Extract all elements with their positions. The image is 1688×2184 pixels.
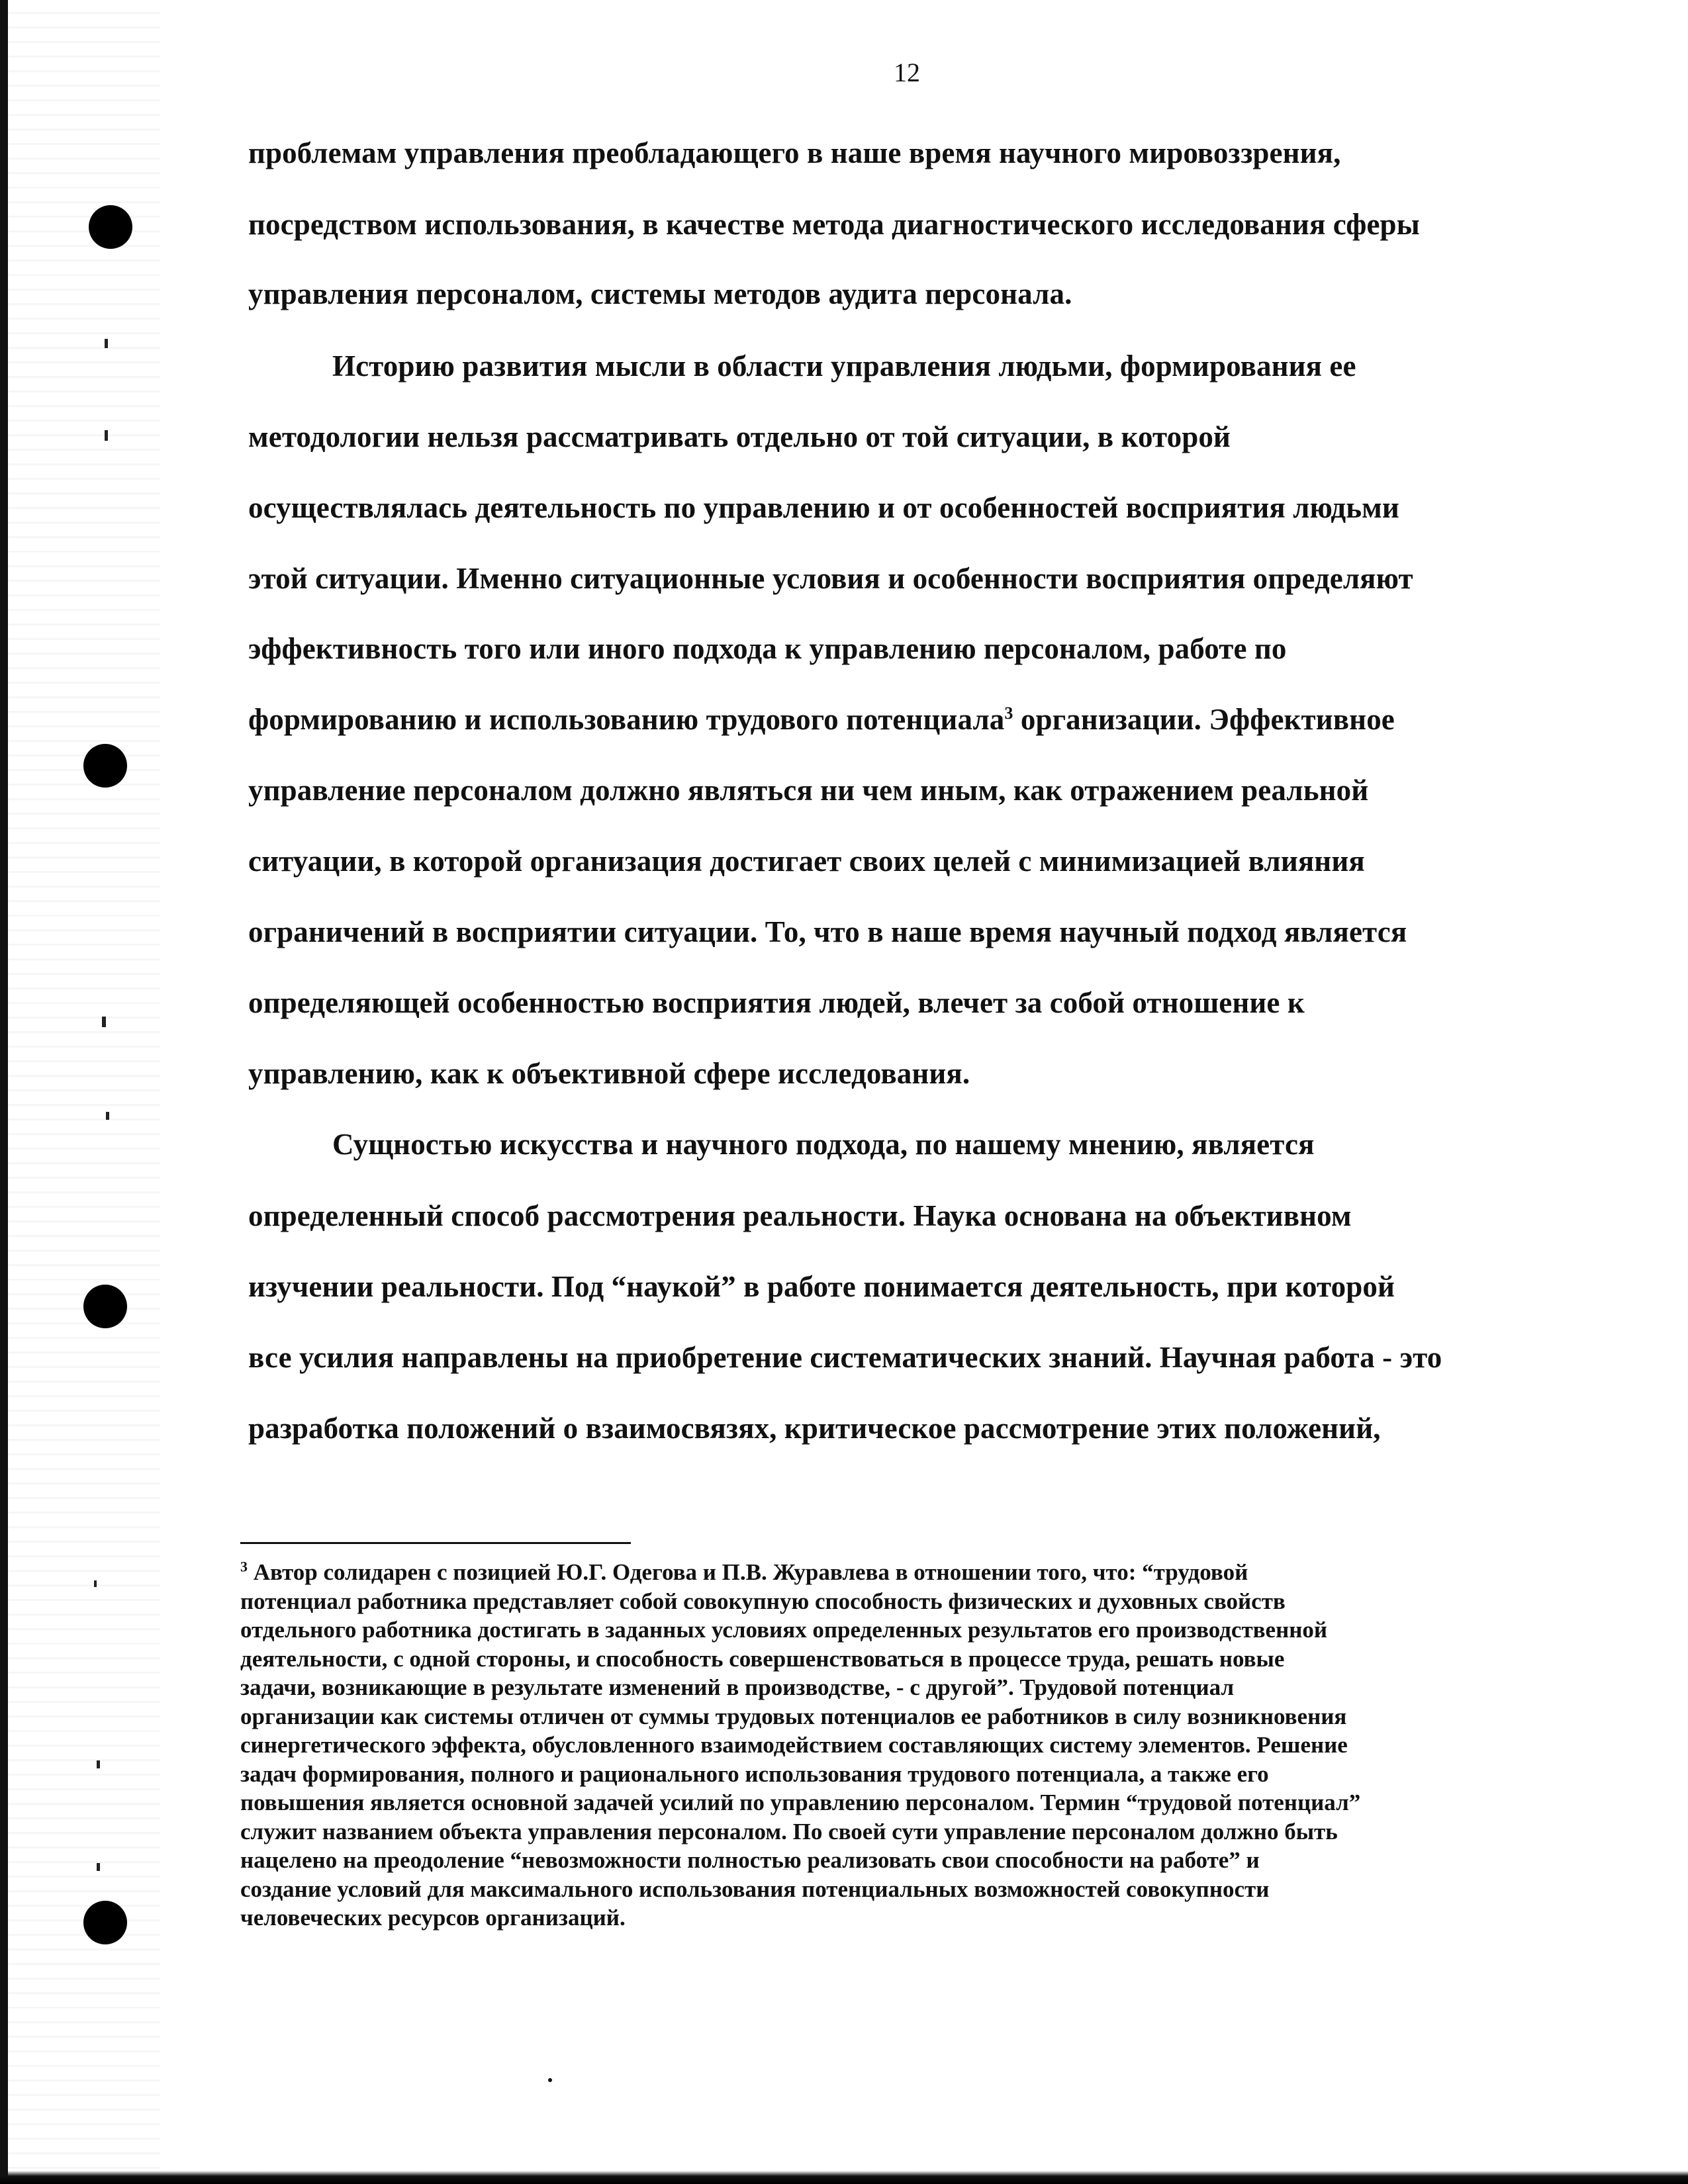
- margin-speck: [102, 1017, 106, 1027]
- footnote-line: служит названием объекта управления персоналом. По своей сути управление персоналом должно быть: [240, 1819, 1338, 1844]
- punch-hole: [83, 1901, 127, 1944]
- body-line: ситуации, в которой организация достигает своих целей с минимизацией влияния: [248, 844, 1365, 878]
- margin-speck: [94, 1580, 97, 1587]
- margin-speck: [106, 1112, 109, 1120]
- footnote-line: повышения является основной задачей усилий по управлению персоналом. Термин “трудовой потенциал”: [240, 1790, 1361, 1815]
- footnote-line: синергетического эффекта, обусловленного взаимодействием составляющих систему элементов. Решение: [240, 1732, 1348, 1758]
- footnote-marker: 3: [240, 1558, 248, 1575]
- footnote-separator: [240, 1542, 631, 1544]
- body-line: определенный способ рассмотрения реальности. Наука основана на объективном: [248, 1199, 1352, 1232]
- margin-speck: [105, 339, 108, 348]
- body-line: управления персоналом, системы методов аудита персонала.: [248, 277, 1072, 310]
- footnote-reference[interactable]: 3: [1004, 704, 1013, 723]
- punch-hole: [89, 205, 132, 249]
- page-number: 12: [894, 58, 920, 87]
- punch-hole: [83, 1285, 127, 1328]
- footnote-line: задачи, возникающие в результате изменений в производстве, - с другой”. Трудовой потенциал: [240, 1674, 1235, 1700]
- body-line: Историю развития мысли в области управления людьми, формирования ее: [332, 349, 1356, 383]
- footnote-line: человеческих ресурсов организаций.: [240, 1905, 626, 1931]
- body-line: эффективность того или иного подхода к управлению персоналом, работе по: [248, 632, 1287, 665]
- body-text: формированию и использованию трудового потенциала: [248, 703, 1005, 736]
- body-line: методологии нельзя рассматривать отдельно от той ситуации, в которой: [248, 420, 1231, 453]
- margin-speck: [105, 430, 108, 441]
- footnote-line: нацелено на преодоление “невозможности полностью реализовать свои способности на работе” и: [240, 1847, 1260, 1873]
- scan-left-edge: [0, 0, 8, 2184]
- body-line: ограничений в восприятии ситуации. То, что в наше время научный подход является: [248, 915, 1407, 948]
- margin-speck: [97, 1760, 100, 1768]
- footnote-line: [240, 1559, 1248, 1586]
- footnote-text: Автор солидарен с позицией Ю.Г. Одегова и П.В. Журавлева в отношении того, что: “трудовой: [248, 1559, 1248, 1585]
- body-line: все усилия направлены на приобретение систематических знаний. Научная работа - это: [248, 1341, 1442, 1374]
- footnote-line: деятельности, с одной стороны, и способность совершенствоваться в процессе труда, решать новые: [240, 1646, 1285, 1672]
- body-line: управлению, как к объективной сфере исследования.: [248, 1057, 970, 1090]
- scan-bottom-edge: [0, 2171, 1688, 2184]
- body-line: этой ситуации. Именно ситуационные условия и особенности восприятия определяют: [248, 562, 1413, 595]
- footnote-line: организации как системы отличен от суммы трудовых потенциалов ее работников в силу возникновения: [240, 1704, 1347, 1729]
- body-line: осуществлялась деятельность по управлению и от особенностей восприятия людьми: [248, 491, 1399, 524]
- body-line-with-footnote-ref: [248, 702, 1395, 737]
- scan-dot: [548, 2078, 552, 2082]
- punch-hole: [83, 744, 127, 788]
- body-line: изучении реальности. Под “наукой” в работе понимается деятельность, при которой: [248, 1270, 1395, 1303]
- body-text: организации. Эффективное: [1013, 703, 1395, 736]
- body-line: определяющей особенностью восприятия людей, влечет за собой отношение к: [248, 986, 1305, 1019]
- body-line: проблемам управления преобладающего в наше время научного мировоззрения,: [248, 136, 1341, 169]
- scan-edge-noise: [8, 0, 160, 2184]
- body-line: разработка положений о взаимосвязях, критическое рассмотрение этих положений,: [248, 1412, 1381, 1445]
- footnote-line: отдельного работника достигать в заданных условиях определенных результатов его производственной: [240, 1617, 1328, 1643]
- body-line: управление персоналом должно являться ни чем иным, как отражением реальной: [248, 774, 1369, 807]
- footnote-line: потенциал работника представляет собой совокупную способность физических и духовных свойств: [240, 1588, 1286, 1614]
- margin-speck: [97, 1863, 100, 1871]
- footnote-line: создание условий для максимального использования потенциальных возможностей совокупности: [240, 1876, 1270, 1902]
- body-line: Сущностью искусства и научного подхода, по нашему мнению, является: [332, 1128, 1315, 1161]
- footnote-line: задач формирования, полного и рационального использования трудового потенциала, а также его: [240, 1761, 1269, 1787]
- body-line: посредством использования, в качестве метода диагностического исследования сферы: [248, 208, 1420, 241]
